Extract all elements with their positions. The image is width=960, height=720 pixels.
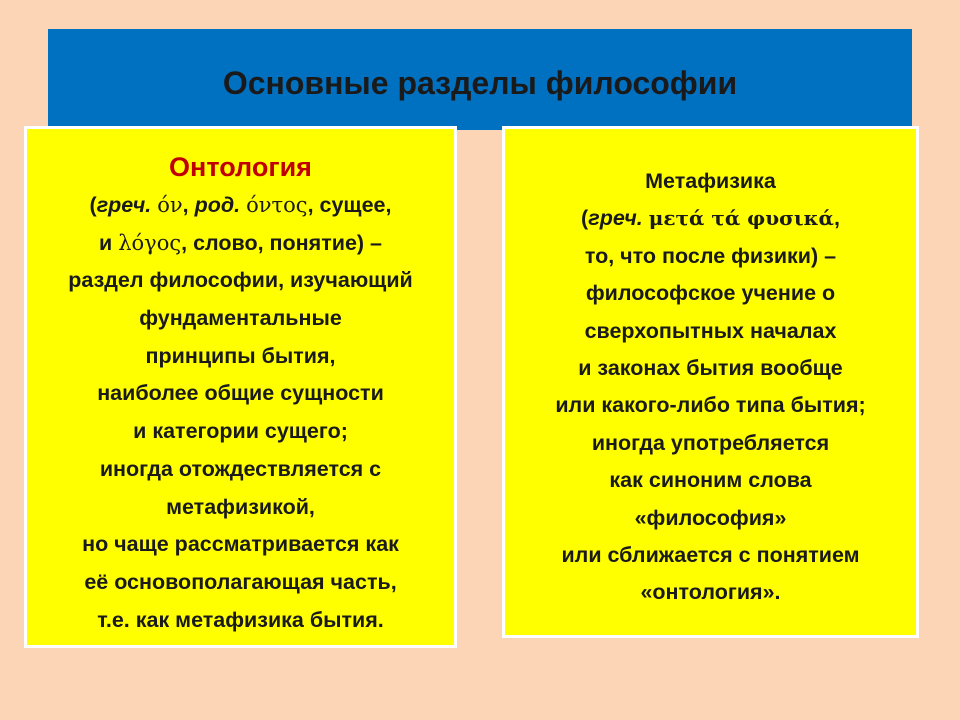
ontology-etymology-line-1 [7,187,474,225]
ontology-line: фундаментальные [139,306,342,331]
text-fragment: и [99,230,119,255]
metaphysics-line: как синоним слова [609,468,812,493]
ontology-etymology-line-2 [7,225,474,263]
title-banner [48,29,912,130]
greek-word-logos: λόγος [118,230,182,255]
metaphysics-etymology-line [495,200,926,237]
text-fragment: , слово, понятие) – [181,230,382,255]
metaphysics-heading: Метафизика [645,169,776,193]
metaphysics-card [502,126,919,638]
metaphysics-text [495,163,926,612]
ontology-line: её основополагающая часть, [84,569,397,594]
ontology-line: наиболее общие сущности [97,381,384,406]
abbrev-genitive: род. [194,193,241,217]
abbrev-greek: греч. [588,206,643,231]
ontology-heading: Онтология [169,152,312,182]
ontology-line: иногда отождествляется с [99,456,382,481]
greek-phrase-meta-ta-physika: μετά τά φυσικά [648,206,834,231]
ontology-line: раздел философии, изучающий [68,268,413,293]
ontology-line: метафизикой, [166,494,315,519]
metaphysics-line: «онтология». [640,580,781,605]
ontology-card [24,126,457,648]
ontology-line: но чаще рассматривается как [82,532,399,557]
page-title: Основные разделы философии [222,65,738,101]
greek-word-on: όν [157,193,183,217]
metaphysics-line: и законах бытия вообще [578,355,843,380]
abbrev-greek: греч. [96,193,152,217]
ontology-text [7,147,474,639]
text-fragment: , [833,206,840,231]
metaphysics-line: философское учение о [585,281,836,306]
metaphysics-line: то, что после физики) – [584,243,837,268]
ontology-line: т.е. как метафизика бытия. [97,607,384,632]
metaphysics-line: «философия» [634,505,787,530]
text-fragment: , [182,193,195,217]
ontology-line: и категории сущего; [133,419,348,444]
text-fragment: ( [581,206,589,231]
metaphysics-line: иногда употребляется [591,430,830,455]
metaphysics-line: или сближается с понятием [561,542,860,567]
text-fragment: ( [89,193,97,217]
metaphysics-line: сверхопытных началах [584,318,837,343]
greek-word-ontos: όντος [246,193,308,217]
metaphysics-line: или какого-либо типа бытия; [555,393,866,418]
text-fragment: , сущее, [307,193,392,217]
ontology-line: принципы бытия, [145,343,336,368]
